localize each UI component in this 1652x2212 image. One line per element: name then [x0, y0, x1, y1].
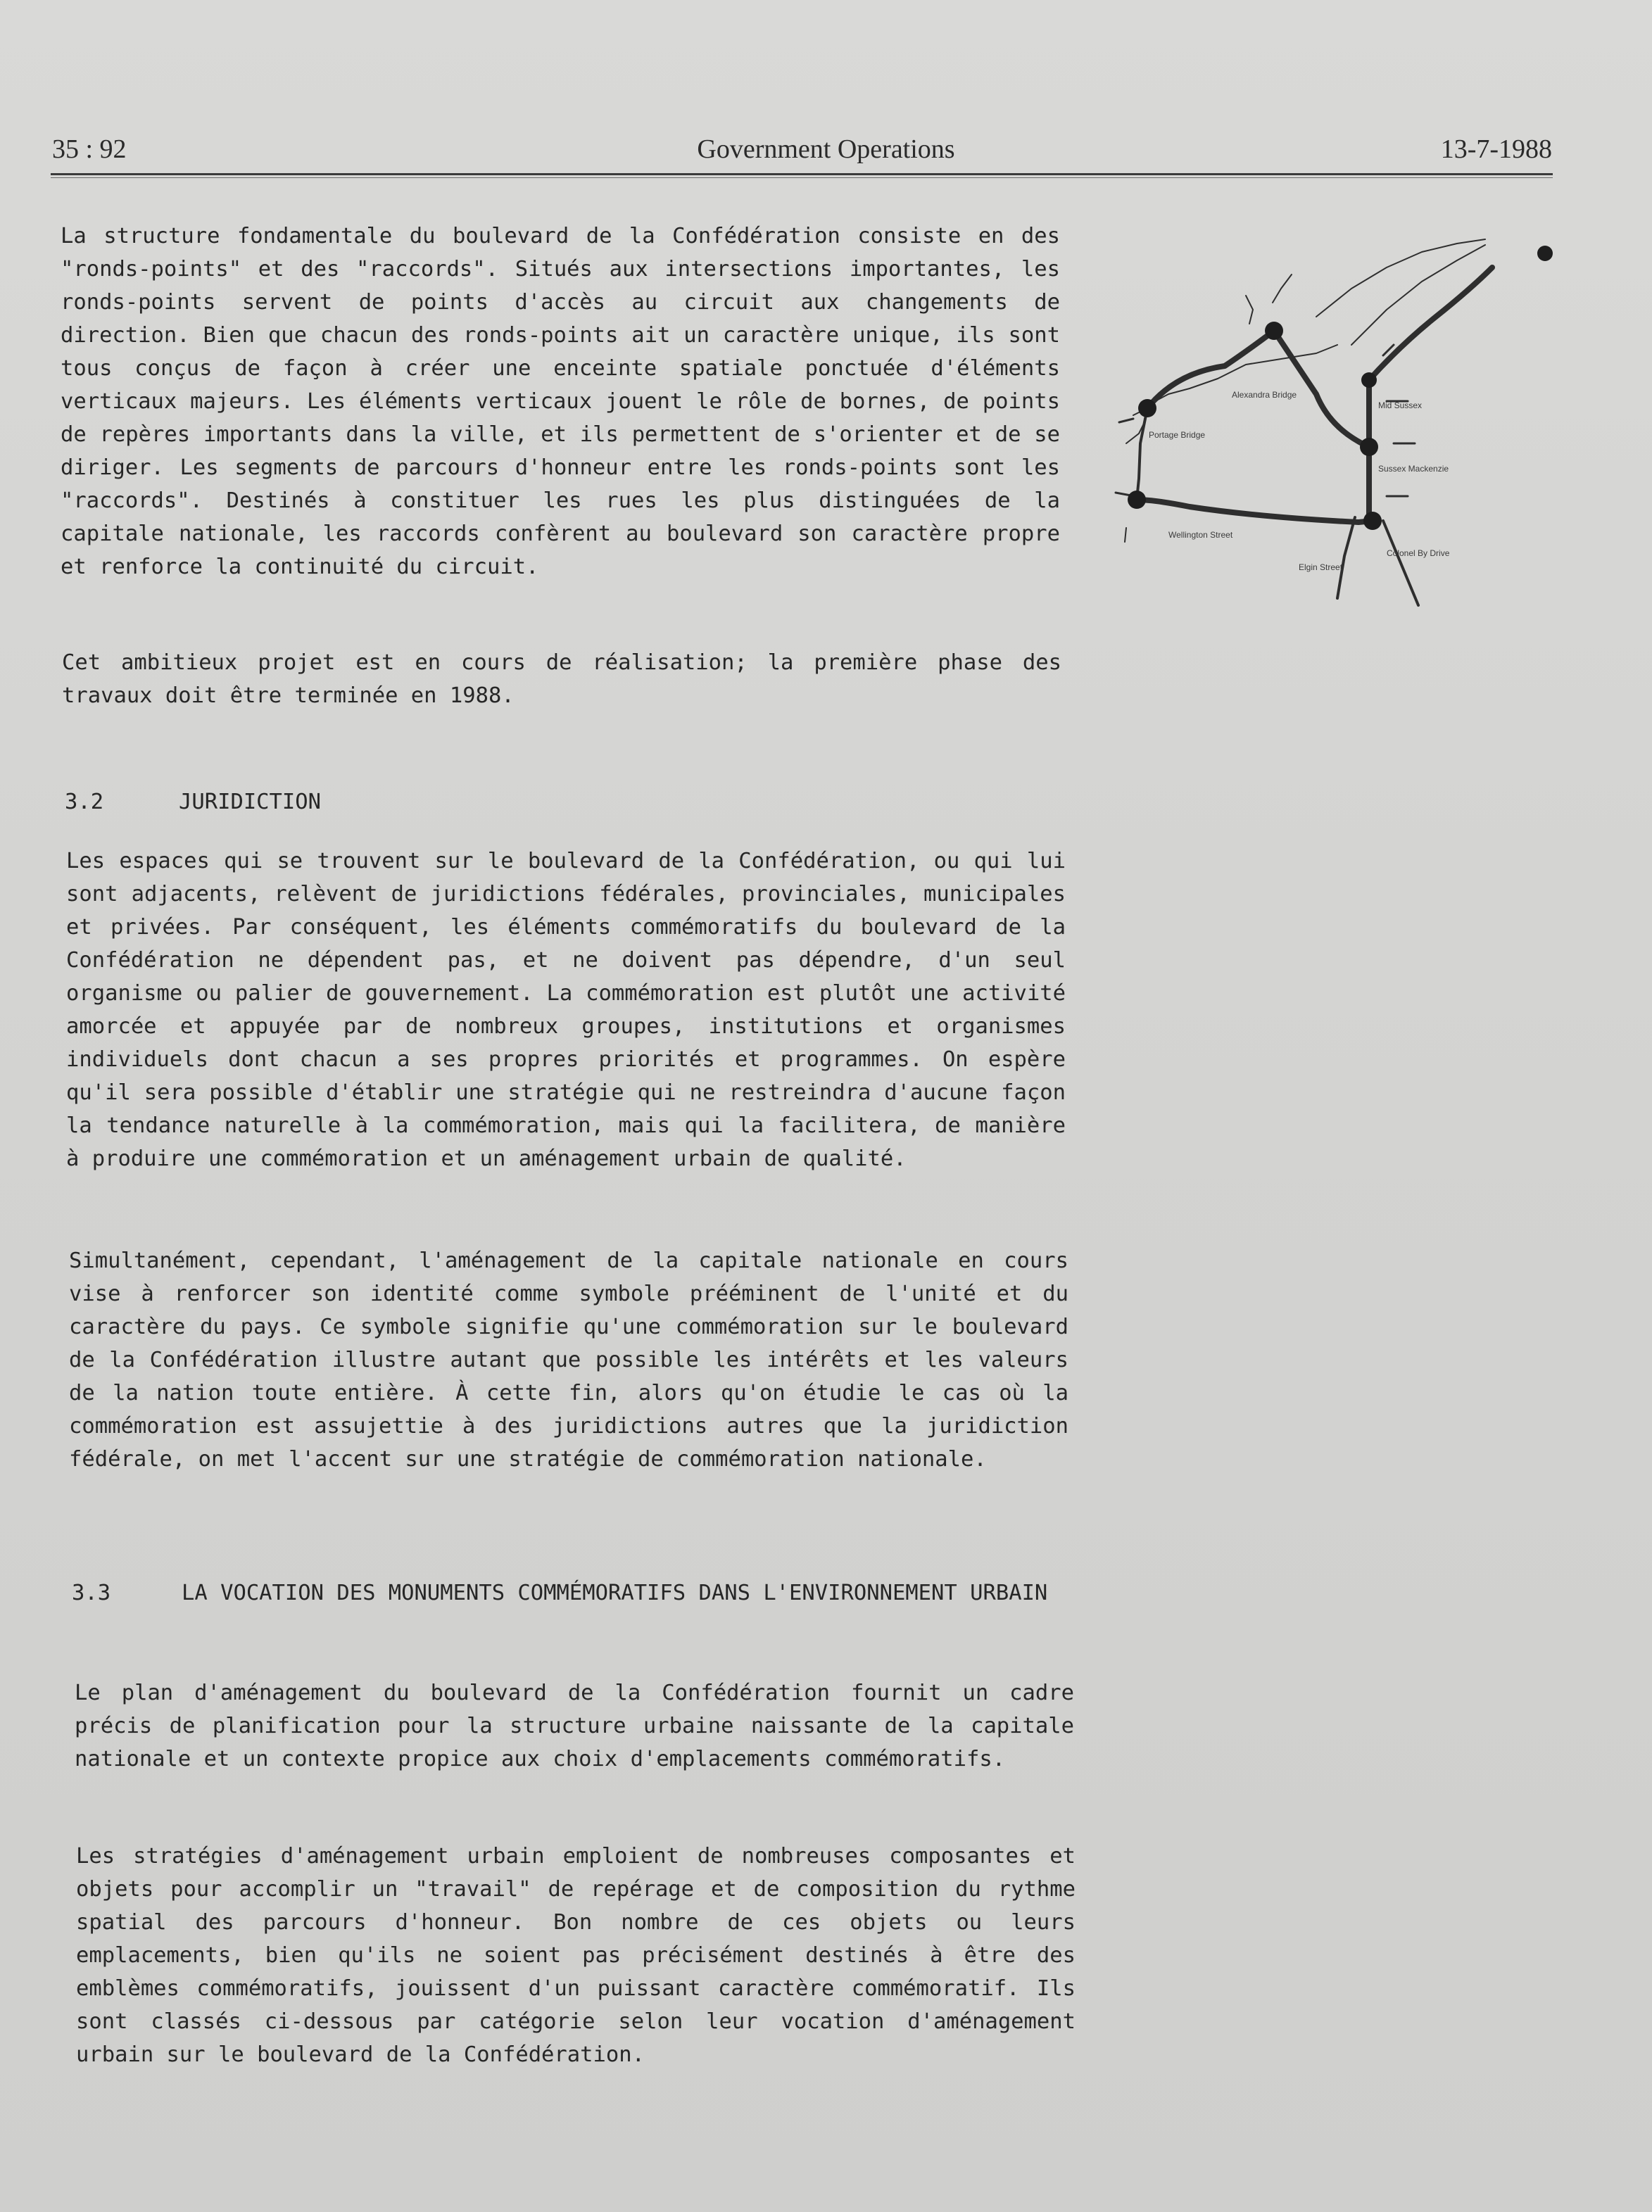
- section-heading-3-3: [72, 1576, 1085, 1647]
- map-label-mid-sussex: Mid Sussex: [1378, 400, 1423, 410]
- map-label-portage-bridge: Portage Bridge: [1149, 430, 1206, 440]
- section-number: 3.3: [72, 1581, 111, 1605]
- map-label-alexandra-bridge: Alexandra Bridge: [1232, 390, 1297, 400]
- section-number: 3.2: [65, 790, 104, 814]
- map-label-colonel-by-drive: Colonel By Drive: [1387, 548, 1450, 558]
- paragraph-national-identity: Simultanément, cependant, l'aménagement de la capitale nationale en cours vise à renforcer son identité comme symbole prééminent de l'unité et du caractère du pays. Ce symbole signifie qu'une commémoration sur le boulevard de la Confédération illustre autant que possible les intérêts et les valeurs de la nation toute entière. À cette fin, alors qu'on étudie le cas où la commémoration est assujettie à des juridictions autres que la juridiction fédérale, on met l'accent sur une stratégie de commémoration nationale.: [69, 1249, 1068, 1472]
- section-title: JURIDICTION: [179, 790, 321, 814]
- paragraph-plan: Le plan d'aménagement du boulevard de la Confédération fournit un cadre précis de planification pour la structure urbaine naissante de la capitale nationale et un contexte propice aux choix d'emplacements commémoratifs.: [75, 1681, 1074, 1771]
- map-label-wellington-street: Wellington Street: [1168, 530, 1233, 540]
- map-label-elgin-street: Elgin Street: [1299, 562, 1343, 572]
- section-heading-3-2: [65, 785, 1078, 821]
- section-title: LA VOCATION DES MONUMENTS COMMÉMORATIFS DANS L'ENVIRONNEMENT URBAIN: [182, 1581, 1048, 1605]
- page-reference: 35 : 92: [52, 134, 127, 164]
- boulevard-map: [1105, 232, 1584, 640]
- map-label-sussex-mackenzie: Sussex Mackenzie: [1378, 464, 1449, 474]
- header-date: 13-7-1988: [1440, 134, 1552, 164]
- paragraph-jurisdiction: Les espaces qui se trouvent sur le boulevard de la Confédération, ou qui lui sont adjacents, relèvent de juridictions fédérales, provinciales, municipales et privées. Par conséquent, les éléments commémoratifs du boulevard de la Confédération ne dépendent pas, et ne doivent pas dépendre, d'un seul organisme ou palier de gouvernement. La commémoration est plutôt une activité amorcée et appuyée par de nombreux groupes, institutions et organismes individuels dont chacun a ses propres priorités et programmes. On espère qu'il sera possible d'établir une stratégie qui ne restreindra d'aucune façon la tendance naturelle à la commémoration, mais qui la facilitera, de manière à produire une commémoration et un aménagement urbain de qualité.: [66, 849, 1066, 1171]
- header-rule: [51, 173, 1553, 175]
- paragraph-structure: La structure fondamentale du boulevard de la Confédération consiste en des "ronds-points" et des "raccords". Situés aux intersections importantes, les ronds-points servent de points d'accès au circuit aux changements de direction. Bien que chacun des ronds-points ait un caractère unique, ils sont tous conçus de façon à créer une enceinte spatiale ponctuée d'éléments verticaux majeurs. Les éléments verticaux jouent le rôle de bornes, de points de repères importants dans la ville, et ils permettent de s'orienter et de se diriger. Les segments de parcours d'honneur entre les ronds-points sont les "raccords". Destinés à constituer les rues les plus distinguées de la capitale nationale, les raccords confèrent au boulevard son caractère propre et renforce la continuité du circuit.: [61, 224, 1060, 579]
- paragraph-strategies: Les stratégies d'aménagement urbain emploient de nombreuses composantes et objets pour accomplir un "travail" de repérage et de composition du rythme spatial des parcours d'honneur. Bon nombre de ces objets ou leurs emplacements, bien qu'ils ne soient pas précisément destinés à être des emblèmes commémoratifs, jouissent d'un puissant caractère commémoratif. Ils sont classés ci-dessous par catégorie selon leur vocation d'aménagement urbain sur le boulevard de la Confédération.: [76, 1844, 1076, 2067]
- header-rule-thin: [51, 177, 1553, 178]
- running-title: Government Operations: [697, 134, 955, 164]
- paragraph-project: Cet ambitieux projet est en cours de réalisation; la première phase des travaux doit être terminée en 1988.: [62, 650, 1061, 708]
